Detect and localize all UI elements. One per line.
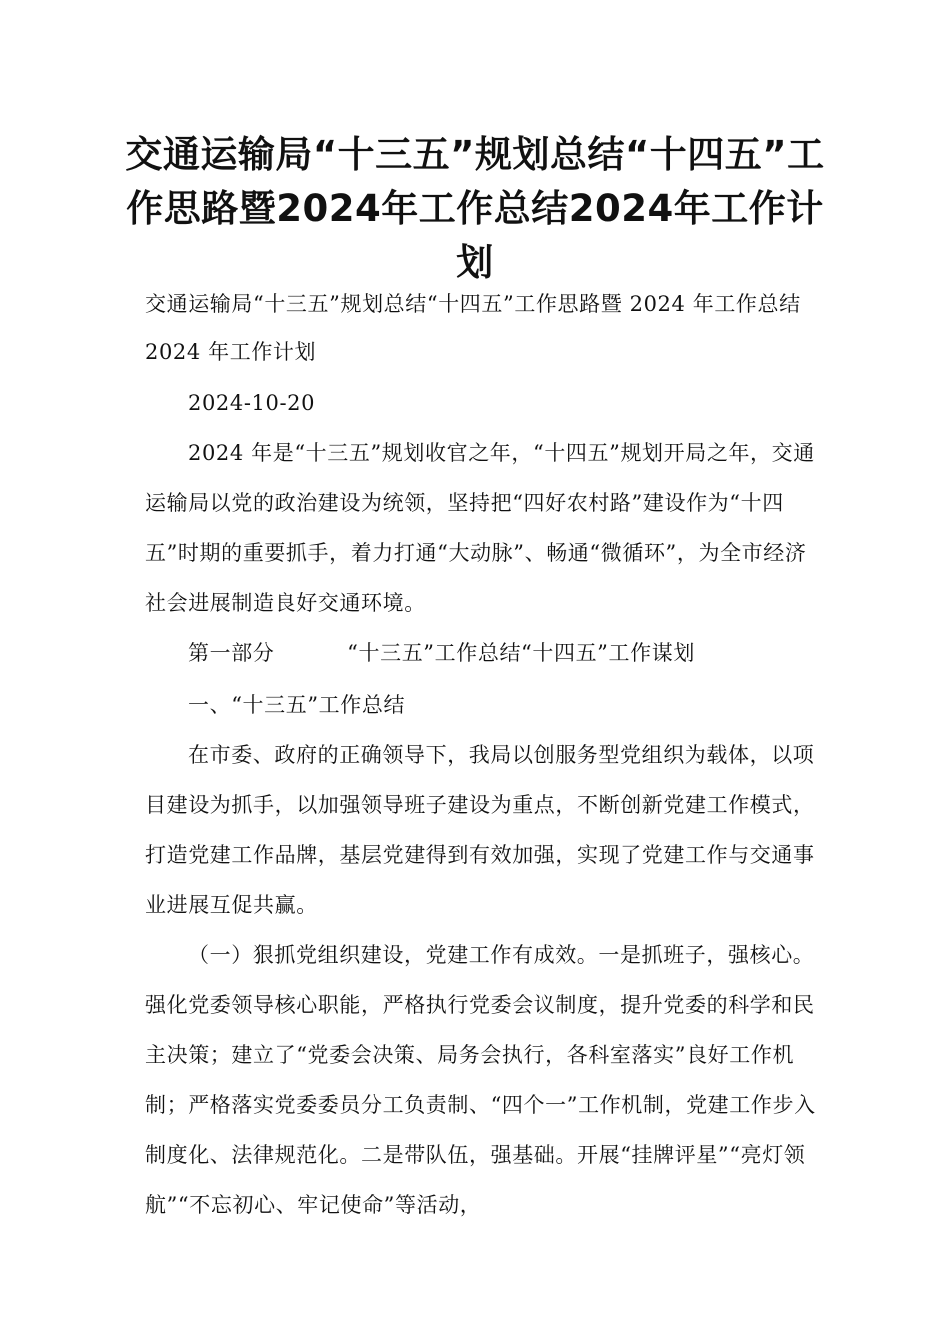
part-heading xyxy=(145,628,825,678)
document-subtitle: 交通运输局“十三五”规划总结“十四五”工作思路暨 2024 年工作总结 2024 年工作计划 xyxy=(145,292,801,364)
document-body xyxy=(145,280,825,1230)
paragraph-intro: 2024 年是“十三五”规划收官之年，“十四五”规划开局之年，交通运输局以党的政治建设为统领，坚持把“四好农村路”建设作为“十四五”时期的重要抓手，着力打通“大动脉”、畅通“微循环”，为全市经济社会进展制造良好交通环境。 xyxy=(145,441,815,615)
part-title: “十三五”工作总结“十四五”工作谋划 xyxy=(347,641,695,665)
document-title: 交通运输局“十三五”规划总结“十四五”工作思路暨2024年工作总结2024年工作计划 xyxy=(125,133,825,284)
document-date: 2024-10-20 xyxy=(188,391,316,415)
paragraph-two: 在市委、政府的正确领导下，我局以创服务型党组织为载体，以项目建设为抓手，以加强领导班子建设为重点，不断创新党建工作模式，打造党建工作品牌，基层党建得到有效加强，实现了党建工作与交通事业进展互促共赢。 xyxy=(145,743,815,917)
part-label: 第一部分 xyxy=(188,641,275,665)
section-heading-one: 一、“十三五”工作总结 xyxy=(188,693,406,717)
paragraph-three: （一）狠抓党组织建设，党建工作有成效。一是抓班子，强核心。强化党委领导核心职能，严格执行党委会议制度，提升党委的科学和民主决策；建立了“党委会决策、局务会执行，各科室落实”良好工作机制；严格落实党委委员分工负责制、“四个一”工作机制，党建工作步入制度化、法律规范化。二是带队伍，强基础。开展“挂牌评星”“亮灯领航”“不忘初心、牢记使命”等活动， xyxy=(145,943,816,1217)
